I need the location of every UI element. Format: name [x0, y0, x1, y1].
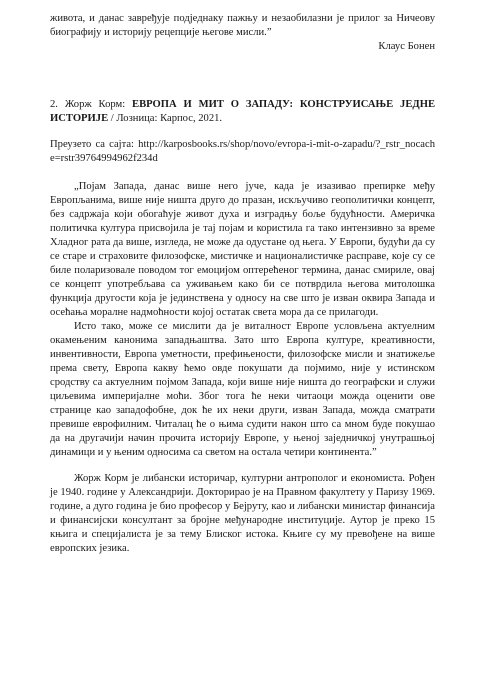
book-entry-heading	[50, 98, 435, 126]
quote-paragraph-1: „Појам Запада, данас више него јуче, када је изазивао препирке међу Европљанима, више није ништа друго до празан, искључиво геополитички концепт, без садржаја који обогаћује живот духа и изградњу боље будућности. Америчка политичка култура присвојила је тај појам и користила га тако интензивно за време Хладног рата да више, изгледа, не може да одустане од њега. У Европи, будући да су се старе и страховите филозофске, мистичке и националистичке расправе, које су се биле поларизовале поводом тог емоцијом оптерећеног термина, данас смириле, овај се концепт употребљава са уживањем како би се потврдила његова митолошка функција другости која је јединствена у односу на све што је изван оквира Запада и осећања моралне надмоћности којој остатак света мора да се прилагоди.	[50, 181, 435, 318]
source-url-link[interactable]: http://karposbooks.rs/shop/novo/evropa-i-mit-o-zapadu/?_rstr_nocache=rstr39764994962f234d	[50, 139, 435, 164]
previous-review-ending: живота, и данас заврeђује подједнаку пажњу и незаобилазни је прилог за Ничеову биографију и историју рецепције његове мисли.”	[50, 13, 435, 38]
book-description-quote	[50, 180, 435, 460]
author-biography: Жорж Корм је либански историчар, културни антрополог и економиста. Рођен је 1940. године у Александрији. Докторирао је на Правном факултету у Паризу 1969. године, а дуго година је био професор у Бејруту, као и либански министар финансија и финансијски консултант за бројне међународне институције. Аутор је преко 15 књига и специјалиста је за тему Блиског истока. Књиге су му превођене на више европских језика.	[50, 473, 435, 554]
book-title: ЕВРОПА И МИТ О ЗАПАДУ: КОНСТРУИСАЊЕ ЈЕДНЕ ИСТОРИЈЕ	[50, 99, 436, 124]
quote-paragraph-2: Исто тако, може се мислити да је виталност Европе условљена актуелним окамењеним канонима западњаштва. Зато што Европа културе, креативности, инвентивности, Европа уметности, префињености, филозофске мисли и знатижеље према свету, Европа какву ћемо овде покушати да појмимо, није у истинском сродству са актуелним појмом Запада, који више није ништа до географски и служи циљевима империјалне моћи. Због тога ће неки читаоци можда оценити ове странице као западофобне, док ће их неки други, изван Запада, можда сматрати превише еврофилним. Читалац ће о њима судити након што са мном буде покушао да на другачији начин прочита историју Европе, у њеној заједничкој унутрашњој динамици и у њеним односима са светом на остала четири континента.”	[50, 321, 435, 458]
review-author-signature: Клаус Бонен	[378, 41, 435, 52]
publication-info: / Лозница: Карпос, 2021.	[110, 113, 223, 124]
book-author: Жорж Корм:	[64, 99, 126, 110]
entry-number: 2.	[50, 99, 58, 110]
source-label: Преузето са сајта:	[50, 139, 135, 150]
source-line	[50, 138, 435, 166]
